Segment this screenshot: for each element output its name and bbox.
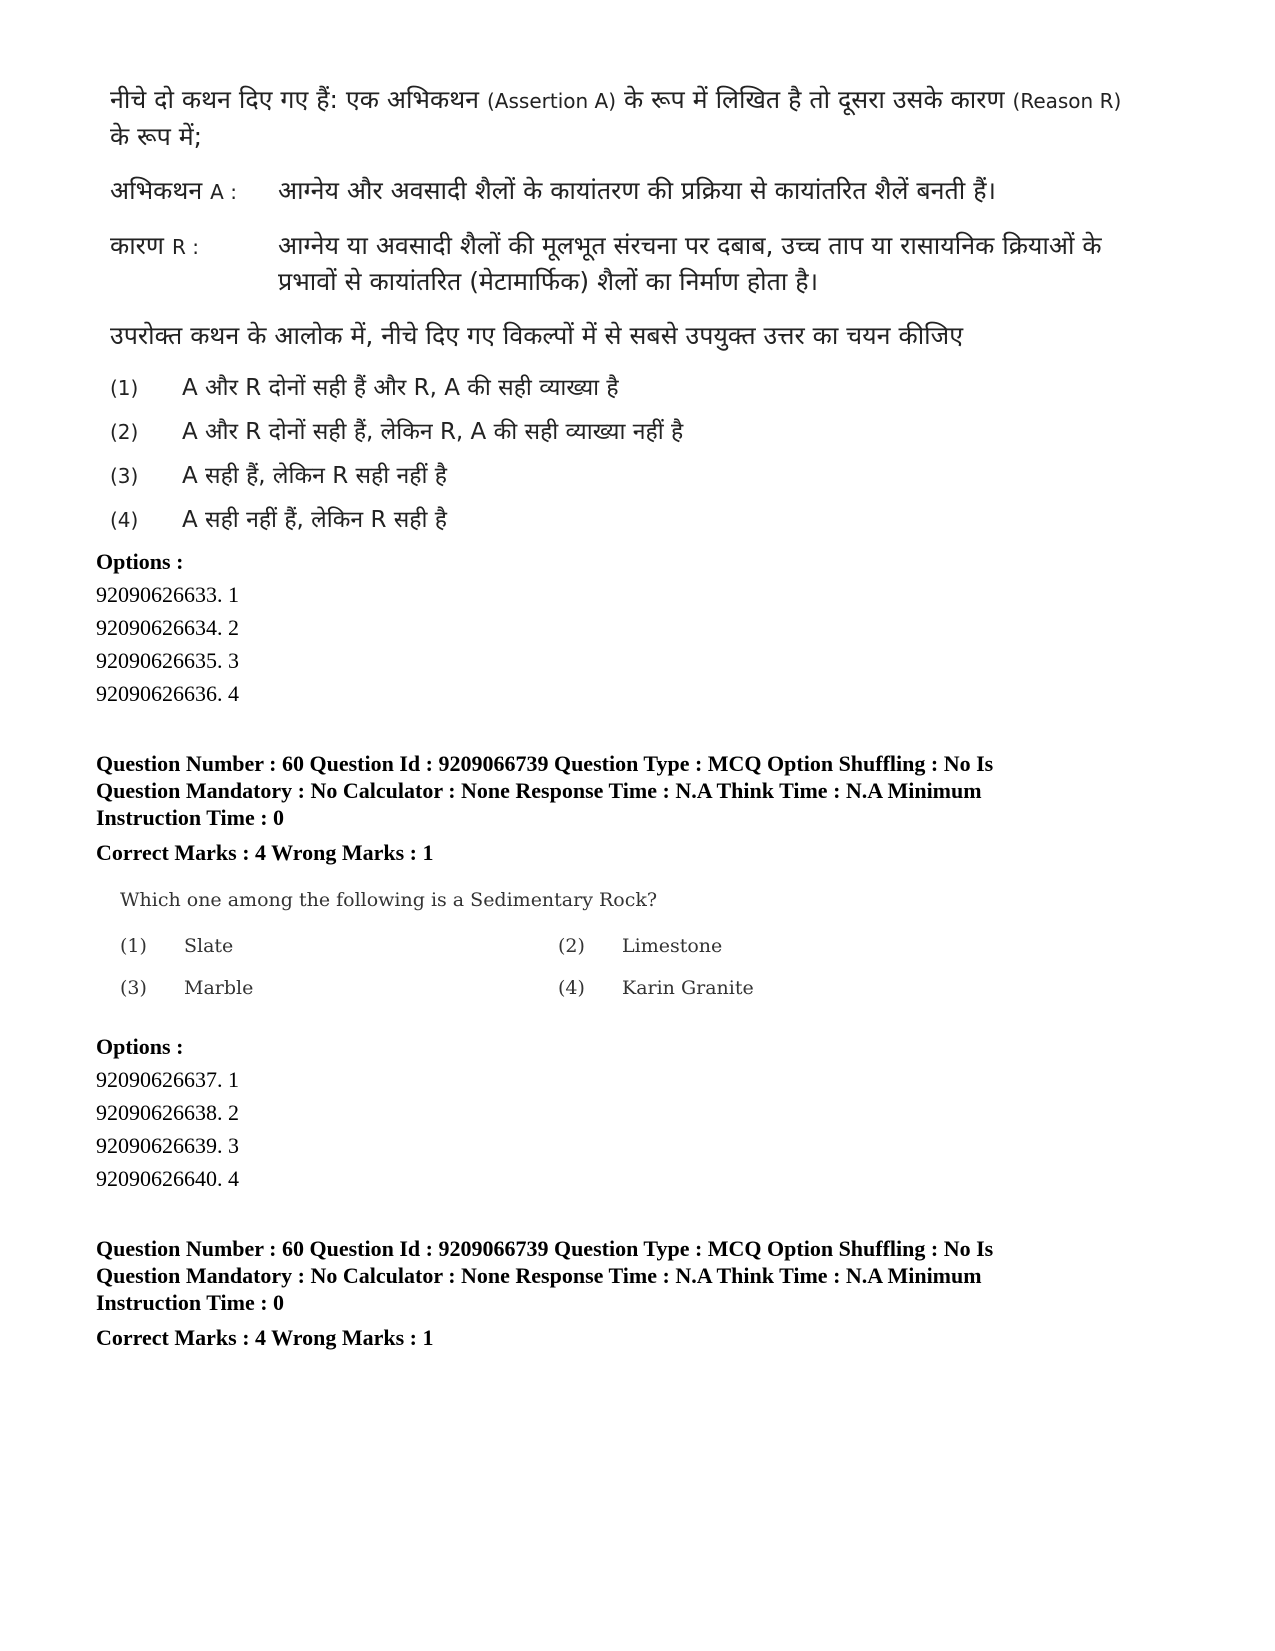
english-choice-grid: [120, 932, 820, 1022]
english-question-block: [120, 886, 820, 1022]
choice-number: (4): [558, 977, 585, 999]
options-heading: Options :: [96, 549, 184, 574]
english-choice-1: [120, 932, 233, 960]
choice-number: (4): [110, 508, 139, 532]
meta-line: Question Mandatory : No Calculator : None Response Time : N.A Think Time : N.A Minimum: [96, 1263, 982, 1288]
choice-text: Slate: [184, 935, 234, 957]
intro-latin-2: (Reason R): [1012, 89, 1122, 113]
hindi-choice-list: [110, 366, 1130, 542]
options-list-2: [96, 1030, 239, 1195]
choice-number: (3): [110, 464, 139, 488]
reason-row: [110, 228, 1130, 300]
hindi-question-block: [110, 82, 1130, 542]
choice-number: (3): [120, 977, 147, 999]
hindi-choice-4: [110, 498, 1130, 542]
choice-text: A और R दोनों सही हैं और R, A की सही व्याख्या है: [182, 375, 619, 401]
intro-text-2: के रूप में लिखित है तो दूसरा उसके कारण: [616, 85, 1013, 114]
option-item: 92090626634. 2: [96, 615, 239, 640]
option-item: 92090626640. 4: [96, 1166, 239, 1191]
choice-number: (2): [110, 420, 139, 444]
question-intro: [110, 82, 1130, 155]
option-item: 92090626639. 3: [96, 1133, 239, 1158]
choice-text: Karin Granite: [622, 977, 754, 999]
option-item: 92090626635. 3: [96, 648, 239, 673]
reason-label: [110, 228, 278, 300]
assertion-row: [110, 173, 1130, 210]
options-list-1: [96, 545, 239, 710]
choice-text: Limestone: [622, 935, 723, 957]
assertion-label: [110, 173, 278, 210]
meta-line: Instruction Time : 0: [96, 1290, 285, 1315]
hindi-choice-1: [110, 366, 1130, 410]
choice-text: A सही हैं, लेकिन R सही नहीं है: [182, 463, 447, 489]
meta-line: Instruction Time : 0: [96, 805, 285, 830]
hindi-choice-3: [110, 454, 1130, 498]
assertion-label-latin: A :: [210, 180, 237, 204]
reason-text: आग्नेय या अवसादी शैलों की मूलभूत संरचना पर दबाब, उच्च ताप या रासायनिक क्रियाओं के प्रभावों से कायांतरित (मेटामार्फिक) शैलों का निर्माण होता है।: [278, 231, 1102, 296]
choice-number: (1): [110, 376, 139, 400]
meta-line: Question Number : 60 Question Id : 9209066739 Question Type : MCQ Option Shuffling : No Is: [96, 1236, 994, 1261]
reason-label-latin: R :: [171, 235, 199, 259]
choice-text: A सही नहीं हैं, लेकिन R सही है: [182, 507, 447, 533]
option-item: 92090626633. 1: [96, 582, 239, 607]
option-item: 92090626637. 1: [96, 1067, 239, 1092]
english-choice-4: [558, 974, 754, 1002]
assertion-label-hi: अभिकथन: [110, 176, 211, 205]
option-item: 92090626636. 4: [96, 681, 239, 706]
intro-text-1: नीचे दो कथन दिए गए हैं: एक अभिकथन: [110, 85, 487, 114]
intro-text-3: के रूप में;: [110, 122, 203, 151]
intro-latin-1: (Assertion A): [487, 89, 617, 113]
choice-number: (1): [120, 935, 147, 957]
choice-text: Marble: [184, 977, 254, 999]
hindi-choice-2: [110, 410, 1130, 454]
options-heading: Options :: [96, 1034, 184, 1059]
marks-line: Correct Marks : 4 Wrong Marks : 1: [96, 840, 434, 865]
assertion-text: आग्नेय और अवसादी शैलों के कायांतरण की प्रक्रिया से कायांतरित शैलें बनती हैं।: [278, 176, 996, 205]
question-prompt: उपरोक्त कथन के आलोक में, नीचे दिए गए विकल्पों में से सबसे उपयुक्त उत्तर का चयन कीजिए: [110, 321, 964, 350]
english-choice-3: [120, 974, 253, 1002]
english-choice-2: [558, 932, 722, 960]
question-metadata-1: [96, 750, 1186, 866]
reason-label-hi: कारण: [110, 231, 172, 260]
meta-line: Question Number : 60 Question Id : 9209066739 Question Type : MCQ Option Shuffling : No Is: [96, 751, 994, 776]
choice-number: (2): [558, 935, 585, 957]
option-item: 92090626638. 2: [96, 1100, 239, 1125]
marks-line: Correct Marks : 4 Wrong Marks : 1: [96, 1325, 434, 1350]
question-stem: Which one among the following is a Sedimentary Rock?: [120, 889, 658, 911]
choice-text: A और R दोनों सही हैं, लेकिन R, A की सही व्याख्या नहीं है: [182, 419, 684, 445]
meta-line: Question Mandatory : No Calculator : None Response Time : N.A Think Time : N.A Minimum: [96, 778, 982, 803]
question-metadata-2: [96, 1235, 1186, 1351]
